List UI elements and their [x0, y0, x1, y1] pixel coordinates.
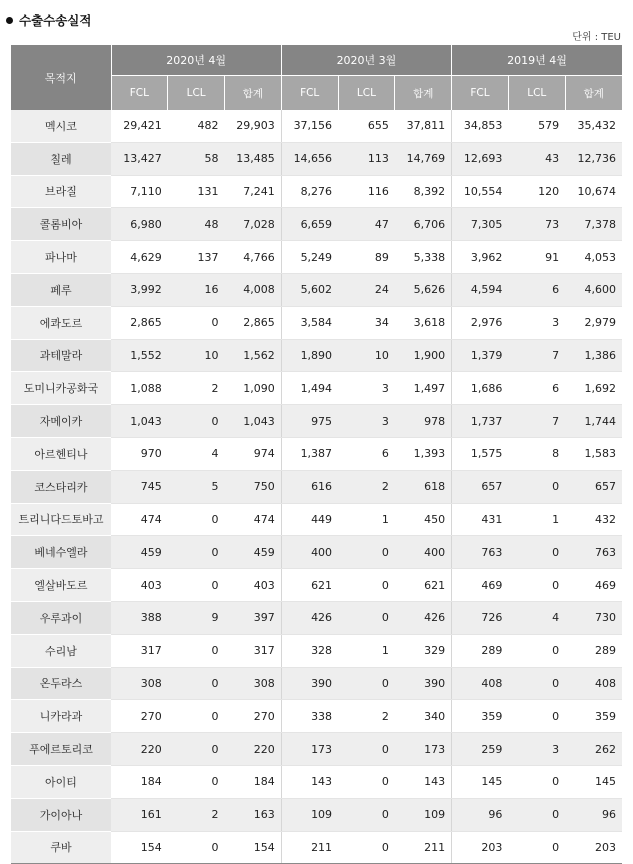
destination-cell: 니카라과 [11, 700, 111, 733]
total-cell: 270 [225, 700, 282, 733]
total-cell: 29,903 [225, 110, 282, 142]
fcl-cell: 29,421 [111, 110, 168, 142]
lcl-cell: 0 [338, 798, 395, 831]
section-title-row [6, 10, 91, 30]
header-group-2019-04: 2019년 4월 [452, 45, 622, 76]
fcl-cell: 726 [452, 601, 509, 634]
fcl-cell: 1,552 [111, 339, 168, 372]
total-cell: 750 [225, 470, 282, 503]
destination-cell: 멕시코 [11, 110, 111, 142]
total-cell: 12,736 [565, 142, 622, 175]
header-total: 합계 [395, 76, 452, 111]
lcl-cell: 0 [338, 831, 395, 864]
total-cell: 308 [225, 667, 282, 700]
fcl-cell: 408 [452, 667, 509, 700]
total-cell: 390 [395, 667, 452, 700]
fcl-cell: 6,659 [281, 208, 338, 241]
lcl-cell: 0 [508, 569, 565, 602]
total-cell: 203 [565, 831, 622, 864]
destination-cell: 페루 [11, 273, 111, 306]
table-row [11, 667, 622, 700]
fcl-cell: 975 [281, 405, 338, 438]
lcl-cell: 579 [508, 110, 565, 142]
lcl-cell: 0 [338, 667, 395, 700]
header-fcl: FCL [111, 76, 168, 111]
total-cell: 340 [395, 700, 452, 733]
lcl-cell: 0 [508, 700, 565, 733]
fcl-cell: 338 [281, 700, 338, 733]
total-cell: 7,378 [565, 208, 622, 241]
destination-cell: 자메이카 [11, 405, 111, 438]
fcl-cell: 203 [452, 831, 509, 864]
header-total: 합계 [565, 76, 622, 111]
fcl-cell: 6,980 [111, 208, 168, 241]
header-lcl: LCL [338, 76, 395, 111]
total-cell: 10,674 [565, 175, 622, 208]
lcl-cell: 2 [338, 700, 395, 733]
total-cell: 1,744 [565, 405, 622, 438]
destination-cell: 도미니카공화국 [11, 372, 111, 405]
lcl-cell: 73 [508, 208, 565, 241]
lcl-cell: 0 [168, 306, 225, 339]
lcl-cell: 24 [338, 273, 395, 306]
total-cell: 109 [395, 798, 452, 831]
total-cell: 1,393 [395, 437, 452, 470]
table-row [11, 142, 622, 175]
header-fcl: FCL [281, 76, 338, 111]
lcl-cell: 0 [338, 536, 395, 569]
fcl-cell: 3,962 [452, 241, 509, 274]
fcl-cell: 1,387 [281, 437, 338, 470]
lcl-cell: 7 [508, 339, 565, 372]
fcl-cell: 1,088 [111, 372, 168, 405]
total-cell: 143 [395, 765, 452, 798]
fcl-cell: 4,594 [452, 273, 509, 306]
lcl-cell: 0 [168, 634, 225, 667]
lcl-cell: 0 [338, 601, 395, 634]
table-row [11, 405, 622, 438]
total-cell: 163 [225, 798, 282, 831]
fcl-cell: 970 [111, 437, 168, 470]
destination-cell: 아이티 [11, 765, 111, 798]
total-cell: 408 [565, 667, 622, 700]
total-cell: 262 [565, 733, 622, 766]
fcl-cell: 220 [111, 733, 168, 766]
lcl-cell: 48 [168, 208, 225, 241]
total-cell: 450 [395, 503, 452, 536]
destination-cell: 에콰도르 [11, 306, 111, 339]
destination-cell: 콜롬비아 [11, 208, 111, 241]
lcl-cell: 116 [338, 175, 395, 208]
total-cell: 359 [565, 700, 622, 733]
total-cell: 154 [225, 831, 282, 864]
lcl-cell: 131 [168, 175, 225, 208]
fcl-cell: 449 [281, 503, 338, 536]
table-row [11, 601, 622, 634]
total-cell: 8,392 [395, 175, 452, 208]
lcl-cell: 120 [508, 175, 565, 208]
fcl-cell: 211 [281, 831, 338, 864]
destination-cell: 파나마 [11, 241, 111, 274]
fcl-cell: 13,427 [111, 142, 168, 175]
total-cell: 1,386 [565, 339, 622, 372]
lcl-cell: 0 [508, 765, 565, 798]
table-row [11, 569, 622, 602]
fcl-cell: 1,737 [452, 405, 509, 438]
fcl-cell: 161 [111, 798, 168, 831]
fcl-cell: 616 [281, 470, 338, 503]
fcl-cell: 400 [281, 536, 338, 569]
total-cell: 317 [225, 634, 282, 667]
fcl-cell: 143 [281, 765, 338, 798]
total-cell: 220 [225, 733, 282, 766]
fcl-cell: 7,305 [452, 208, 509, 241]
destination-cell: 엘살바도르 [11, 569, 111, 602]
lcl-cell: 0 [168, 503, 225, 536]
lcl-cell: 16 [168, 273, 225, 306]
total-cell: 7,241 [225, 175, 282, 208]
destination-cell: 아르헨티나 [11, 437, 111, 470]
total-cell: 1,043 [225, 405, 282, 438]
table-row [11, 470, 622, 503]
fcl-cell: 474 [111, 503, 168, 536]
table-row [11, 175, 622, 208]
fcl-cell: 3,584 [281, 306, 338, 339]
total-cell: 432 [565, 503, 622, 536]
lcl-cell: 1 [338, 503, 395, 536]
header-destination: 목적지 [11, 45, 111, 110]
lcl-cell: 0 [168, 733, 225, 766]
total-cell: 4,766 [225, 241, 282, 274]
lcl-cell: 655 [338, 110, 395, 142]
table-row [11, 798, 622, 831]
total-cell: 211 [395, 831, 452, 864]
lcl-cell: 34 [338, 306, 395, 339]
lcl-cell: 0 [508, 667, 565, 700]
lcl-cell: 7 [508, 405, 565, 438]
fcl-cell: 621 [281, 569, 338, 602]
lcl-cell: 113 [338, 142, 395, 175]
total-cell: 14,769 [395, 142, 452, 175]
table-row [11, 536, 622, 569]
header-lcl: LCL [168, 76, 225, 111]
total-cell: 400 [395, 536, 452, 569]
lcl-cell: 89 [338, 241, 395, 274]
total-cell: 426 [395, 601, 452, 634]
total-cell: 7,028 [225, 208, 282, 241]
export-shipment-table [11, 45, 622, 864]
total-cell: 329 [395, 634, 452, 667]
fcl-cell: 390 [281, 667, 338, 700]
fcl-cell: 8,276 [281, 175, 338, 208]
fcl-cell: 4,629 [111, 241, 168, 274]
total-cell: 2,979 [565, 306, 622, 339]
fcl-cell: 2,976 [452, 306, 509, 339]
lcl-cell: 8 [508, 437, 565, 470]
destination-cell: 가이아나 [11, 798, 111, 831]
lcl-cell: 0 [508, 536, 565, 569]
total-cell: 184 [225, 765, 282, 798]
fcl-cell: 37,156 [281, 110, 338, 142]
total-cell: 4,008 [225, 273, 282, 306]
table-row [11, 831, 622, 864]
fcl-cell: 1,494 [281, 372, 338, 405]
fcl-cell: 1,890 [281, 339, 338, 372]
total-cell: 1,692 [565, 372, 622, 405]
lcl-cell: 4 [508, 601, 565, 634]
lcl-cell: 3 [338, 405, 395, 438]
total-cell: 6,706 [395, 208, 452, 241]
total-cell: 37,811 [395, 110, 452, 142]
lcl-cell: 5 [168, 470, 225, 503]
lcl-cell: 3 [508, 306, 565, 339]
table-body [11, 110, 622, 864]
total-cell: 730 [565, 601, 622, 634]
lcl-cell: 2 [168, 798, 225, 831]
lcl-cell: 0 [508, 634, 565, 667]
lcl-cell: 91 [508, 241, 565, 274]
fcl-cell: 1,575 [452, 437, 509, 470]
fcl-cell: 7,110 [111, 175, 168, 208]
total-cell: 35,432 [565, 110, 622, 142]
total-cell: 173 [395, 733, 452, 766]
total-cell: 145 [565, 765, 622, 798]
lcl-cell: 0 [338, 765, 395, 798]
lcl-cell: 3 [508, 733, 565, 766]
fcl-cell: 10,554 [452, 175, 509, 208]
fcl-cell: 12,693 [452, 142, 509, 175]
destination-cell: 트리니다드토바고 [11, 503, 111, 536]
header-group-2020-03: 2020년 3월 [281, 45, 451, 76]
header-fcl: FCL [452, 76, 509, 111]
total-cell: 289 [565, 634, 622, 667]
total-cell: 1,562 [225, 339, 282, 372]
lcl-cell: 0 [508, 798, 565, 831]
total-cell: 474 [225, 503, 282, 536]
fcl-cell: 270 [111, 700, 168, 733]
fcl-cell: 34,853 [452, 110, 509, 142]
total-cell: 3,618 [395, 306, 452, 339]
fcl-cell: 1,043 [111, 405, 168, 438]
fcl-cell: 359 [452, 700, 509, 733]
table-row [11, 208, 622, 241]
fcl-cell: 184 [111, 765, 168, 798]
fcl-cell: 3,992 [111, 273, 168, 306]
total-cell: 469 [565, 569, 622, 602]
fcl-cell: 289 [452, 634, 509, 667]
lcl-cell: 0 [168, 765, 225, 798]
table-row [11, 110, 622, 142]
destination-cell: 브라질 [11, 175, 111, 208]
lcl-cell: 2 [168, 372, 225, 405]
total-cell: 403 [225, 569, 282, 602]
table-row [11, 765, 622, 798]
lcl-cell: 2 [338, 470, 395, 503]
total-cell: 1,583 [565, 437, 622, 470]
lcl-cell: 137 [168, 241, 225, 274]
section-title: 수출수송실적 [19, 13, 92, 28]
table-header [11, 45, 622, 110]
fcl-cell: 469 [452, 569, 509, 602]
header-group-2020-04: 2020년 4월 [111, 45, 281, 76]
unit-label: 단위 : TEU [572, 32, 621, 43]
lcl-cell: 6 [338, 437, 395, 470]
table-row [11, 733, 622, 766]
table-row [11, 339, 622, 372]
fcl-cell: 14,656 [281, 142, 338, 175]
total-cell: 621 [395, 569, 452, 602]
table-row [11, 273, 622, 306]
fcl-cell: 5,249 [281, 241, 338, 274]
lcl-cell: 1 [508, 503, 565, 536]
lcl-cell: 47 [338, 208, 395, 241]
lcl-cell: 0 [168, 405, 225, 438]
lcl-cell: 0 [508, 831, 565, 864]
total-cell: 978 [395, 405, 452, 438]
destination-cell: 푸에르토리코 [11, 733, 111, 766]
lcl-cell: 0 [168, 569, 225, 602]
fcl-cell: 96 [452, 798, 509, 831]
header-total: 합계 [225, 76, 282, 111]
total-cell: 1,090 [225, 372, 282, 405]
lcl-cell: 0 [168, 536, 225, 569]
lcl-cell: 43 [508, 142, 565, 175]
lcl-cell: 0 [338, 733, 395, 766]
lcl-cell: 9 [168, 601, 225, 634]
total-cell: 4,053 [565, 241, 622, 274]
lcl-cell: 3 [338, 372, 395, 405]
destination-cell: 수리남 [11, 634, 111, 667]
fcl-cell: 403 [111, 569, 168, 602]
table-row [11, 634, 622, 667]
bullet-icon [6, 17, 13, 24]
total-cell: 974 [225, 437, 282, 470]
fcl-cell: 426 [281, 601, 338, 634]
destination-cell: 과테말라 [11, 339, 111, 372]
total-cell: 397 [225, 601, 282, 634]
table-row [11, 306, 622, 339]
lcl-cell: 1 [338, 634, 395, 667]
fcl-cell: 1,686 [452, 372, 509, 405]
total-cell: 4,600 [565, 273, 622, 306]
fcl-cell: 388 [111, 601, 168, 634]
lcl-cell: 6 [508, 372, 565, 405]
fcl-cell: 1,379 [452, 339, 509, 372]
fcl-cell: 745 [111, 470, 168, 503]
fcl-cell: 459 [111, 536, 168, 569]
destination-cell: 우루과이 [11, 601, 111, 634]
total-cell: 96 [565, 798, 622, 831]
fcl-cell: 259 [452, 733, 509, 766]
fcl-cell: 657 [452, 470, 509, 503]
fcl-cell: 109 [281, 798, 338, 831]
table-row [11, 372, 622, 405]
table-row [11, 241, 622, 274]
destination-cell: 온두라스 [11, 667, 111, 700]
total-cell: 5,626 [395, 273, 452, 306]
total-cell: 618 [395, 470, 452, 503]
total-cell: 1,497 [395, 372, 452, 405]
lcl-cell: 6 [508, 273, 565, 306]
fcl-cell: 154 [111, 831, 168, 864]
fcl-cell: 763 [452, 536, 509, 569]
total-cell: 13,485 [225, 142, 282, 175]
table-row [11, 503, 622, 536]
total-cell: 763 [565, 536, 622, 569]
total-cell: 657 [565, 470, 622, 503]
lcl-cell: 0 [338, 569, 395, 602]
fcl-cell: 328 [281, 634, 338, 667]
fcl-cell: 431 [452, 503, 509, 536]
total-cell: 1,900 [395, 339, 452, 372]
lcl-cell: 0 [168, 667, 225, 700]
table-row [11, 700, 622, 733]
lcl-cell: 0 [168, 831, 225, 864]
lcl-cell: 10 [338, 339, 395, 372]
lcl-cell: 58 [168, 142, 225, 175]
lcl-cell: 0 [168, 700, 225, 733]
total-cell: 2,865 [225, 306, 282, 339]
table-row [11, 437, 622, 470]
fcl-cell: 308 [111, 667, 168, 700]
destination-cell: 베네수엘라 [11, 536, 111, 569]
fcl-cell: 2,865 [111, 306, 168, 339]
fcl-cell: 5,602 [281, 273, 338, 306]
lcl-cell: 10 [168, 339, 225, 372]
lcl-cell: 0 [508, 470, 565, 503]
destination-cell: 쿠바 [11, 831, 111, 864]
fcl-cell: 173 [281, 733, 338, 766]
fcl-cell: 145 [452, 765, 509, 798]
fcl-cell: 317 [111, 634, 168, 667]
header-lcl: LCL [508, 76, 565, 111]
lcl-cell: 482 [168, 110, 225, 142]
lcl-cell: 4 [168, 437, 225, 470]
destination-cell: 코스타리카 [11, 470, 111, 503]
destination-cell: 칠레 [11, 142, 111, 175]
total-cell: 5,338 [395, 241, 452, 274]
total-cell: 459 [225, 536, 282, 569]
